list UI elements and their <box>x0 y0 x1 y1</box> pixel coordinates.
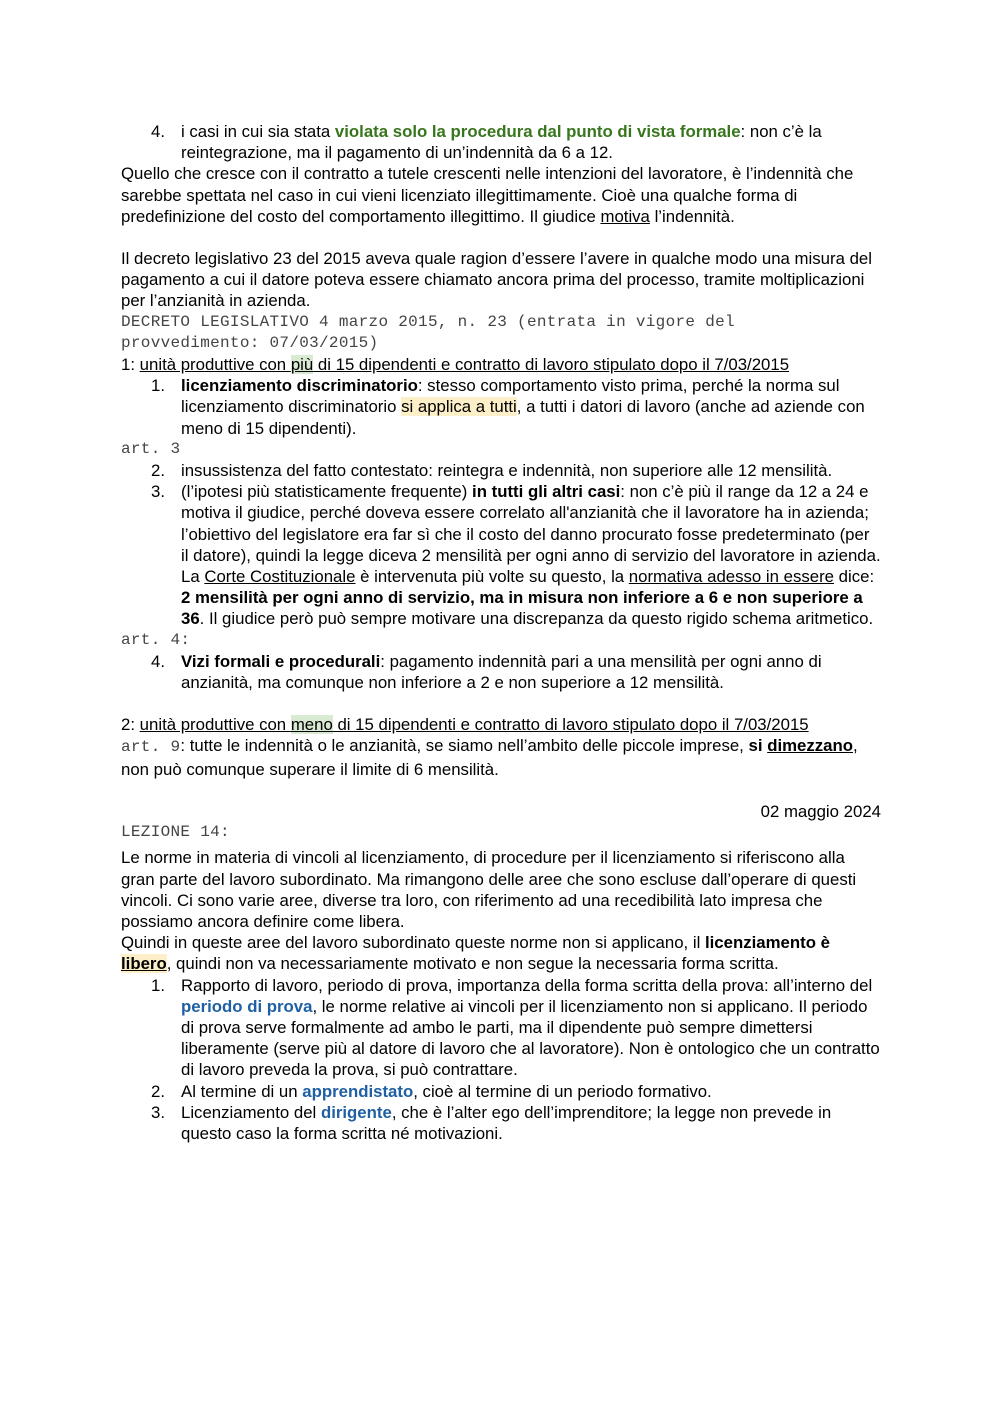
text: , non può comunque superare il limite di 6 mensilità. <box>121 736 858 779</box>
emphasis-text: violata solo la procedura dal punto di vista formale <box>334 122 741 141</box>
text: l’indennità. <box>649 206 735 226</box>
paragraph <box>181 566 881 630</box>
text: Quello che cresce con il contratto a tutele crescenti nelle intenzioni del lavoratore, è l’indennità che sarebbe spettata nel caso in cui vieni licenziato illegittimamente. Cioè una qualche forma di predefinizione del costo del comportamento illegittimo. Il giudice <box>121 164 854 226</box>
text: (l’ipotesi più statisticamente frequente) <box>181 482 473 502</box>
highlighted-text: si applica a tutti <box>401 397 517 417</box>
paragraph <box>121 163 881 227</box>
text: Quindi in queste aree del lavoro subordinato queste norme non si applicano, il <box>121 933 705 953</box>
list-item <box>121 121 881 163</box>
article-label: art. 4: <box>121 630 191 649</box>
list-number: 2. <box>151 1081 165 1101</box>
text: , quindi non va necessariamente motivato e non segue la necessaria forma scritta. <box>166 954 779 974</box>
text: dice: <box>834 567 875 587</box>
underlined-text: di 15 dipendenti e contratto di lavoro stipulato dopo il 7/03/2015 <box>332 715 809 735</box>
text: : non c’è la reintegrazione, ma il pagamento di un’indennità da 6 a 12. <box>181 122 822 163</box>
document-page <box>121 121 881 1144</box>
underlined-text: unità produttive con <box>139 355 291 375</box>
highlighted-text: libero <box>121 954 167 974</box>
list-item <box>121 1102 881 1144</box>
text: : pagamento indennità pari a una mensilità per ogni anno di anzianità, ma comunque non inferiore a 2 e non superiore a 12 mensilità. <box>181 651 822 693</box>
list-item <box>121 375 881 439</box>
text: , che è l’alter ego dell’imprenditore; la legge non prevede in questo caso la forma scritta né motivazioni. <box>181 1102 832 1143</box>
list-number: 1. <box>151 975 165 995</box>
text: Al termine di un <box>181 1081 303 1101</box>
text: , a tutti i datori di lavoro (anche ad aziende con meno di 15 dipendenti). <box>181 397 865 438</box>
section-heading <box>121 714 881 735</box>
lesson-title: LEZIONE 14: <box>121 823 230 842</box>
paragraph <box>121 932 881 974</box>
list-number: 4. <box>151 651 165 671</box>
emphasis-text: dirigente <box>320 1102 392 1122</box>
list-number: 3. <box>151 482 165 502</box>
text: : stesso comportamento visto prima, perché la norma sul licenziamento discriminatorio <box>181 376 840 417</box>
decree-title: DECRETO LEGISLATIVO 4 marzo 2015, n. 23 (entrata in vigore del provvedimento: 07/03/2015) <box>121 312 735 352</box>
paragraph <box>121 735 881 779</box>
underlined-text: di 15 dipendenti e contratto di lavoro stipulato dopo il 7/03/2015 <box>313 355 790 375</box>
text: : non c’è più il range da 12 a 24 e motiva il giudice, perché doveva essere correlato all'anzianità che il lavoratore ha in azienda; l’obiettivo del legislatore era far sì che il costo del danno procurato fosse predeterminato (per il datore), quindi la legge diceva 2 mensilità per ogni anno di servizio del lavoratore in azienda. <box>181 482 881 565</box>
highlighted-text: più <box>290 355 314 375</box>
emphasis-text: periodo di prova <box>181 996 313 1016</box>
text: . Il giudice però può sempre motivare una discrepanza da questo rigido schema aritmetico. <box>199 609 874 629</box>
text: La <box>181 567 205 587</box>
paragraph: Le norme in materia di vincoli al licenziamento, di procedure per il licenziamento si riferiscono alla gran parte del lavoro subordinato. Ma rimangono delle aree che sono escluse dall’operare di questi vincoli. Ci sono varie aree, diverse tra loro, con riferimento ad una recedibilità lato impresa che possiamo ancora definire come libera. <box>121 848 857 931</box>
text: , cioè al termine di un periodo formativo. <box>413 1081 712 1101</box>
highlighted-text: meno <box>290 715 333 735</box>
text: 1: <box>121 355 140 375</box>
bold-text: in tutti gli altri casi <box>472 482 621 502</box>
list-number: 1. <box>151 376 165 396</box>
article-label: art. 9 <box>121 738 181 757</box>
list-item <box>121 1081 881 1102</box>
article-label: art. 3 <box>121 439 181 458</box>
list-item <box>121 975 881 1081</box>
underlined-text: unità produttive con <box>139 715 291 735</box>
date: 02 maggio 2024 <box>760 801 881 821</box>
list-number: 4. <box>151 122 165 141</box>
underlined-text: Corte Costituzionale <box>204 567 356 587</box>
list-number: 3. <box>151 1102 165 1122</box>
section-heading <box>121 354 881 375</box>
text: Licenziamento del <box>181 1102 321 1122</box>
paragraph: Il decreto legislativo 23 del 2015 aveva quale ragion d’essere l’avere in qualche modo una misura del pagamento a cui il datore poteva essere chiamato ancora prima del processo, tramite moltiplicazioni per l’anzianità in azienda. <box>121 249 872 311</box>
text: i casi in cui sia stata <box>181 122 335 141</box>
list-number: 2. <box>151 461 165 481</box>
bold-underlined-text: dimezzano <box>767 736 853 756</box>
list-item <box>121 651 881 693</box>
underlined-text: normativa adesso in essere <box>628 567 835 587</box>
bold-text: si <box>748 736 763 756</box>
bold-text: 2 mensilità per ogni anno di servizio, ma in misura non inferiore a 6 e non superiore a 36 <box>181 588 863 629</box>
list-item <box>121 481 881 629</box>
text: insussistenza del fatto contestato: reintegra e indennità, non superiore alle 12 mensilità. <box>181 461 833 481</box>
bold-text: licenziamento è <box>704 933 830 953</box>
text: : tutte le indennità o le anzianità, se siamo nell’ambito delle piccole imprese, <box>180 736 749 756</box>
text: è intervenuta più volte su questo, la <box>355 567 629 587</box>
bold-text: licenziamento discriminatorio <box>181 376 418 396</box>
text: 2: <box>121 715 140 735</box>
underlined-text: motiva <box>600 206 650 226</box>
text: , le norme relative ai vincoli per il licenziamento non si applicano. Il periodo di prova serve formalmente ad ambo le parti, ma il dipendente può sempre dimettersi liberamente (serve più al datore di lavoro che al lavoratore). Non è ontologico che un contratto di lavoro preveda la prova, si può contrattare. <box>181 996 880 1080</box>
text: Rapporto di lavoro, periodo di prova, importanza della forma scritta della prova: all’interno del <box>181 975 873 995</box>
emphasis-text: apprendistato <box>302 1081 414 1101</box>
bold-text: Vizi formali e procedurali <box>181 651 381 671</box>
list-item <box>121 460 881 481</box>
